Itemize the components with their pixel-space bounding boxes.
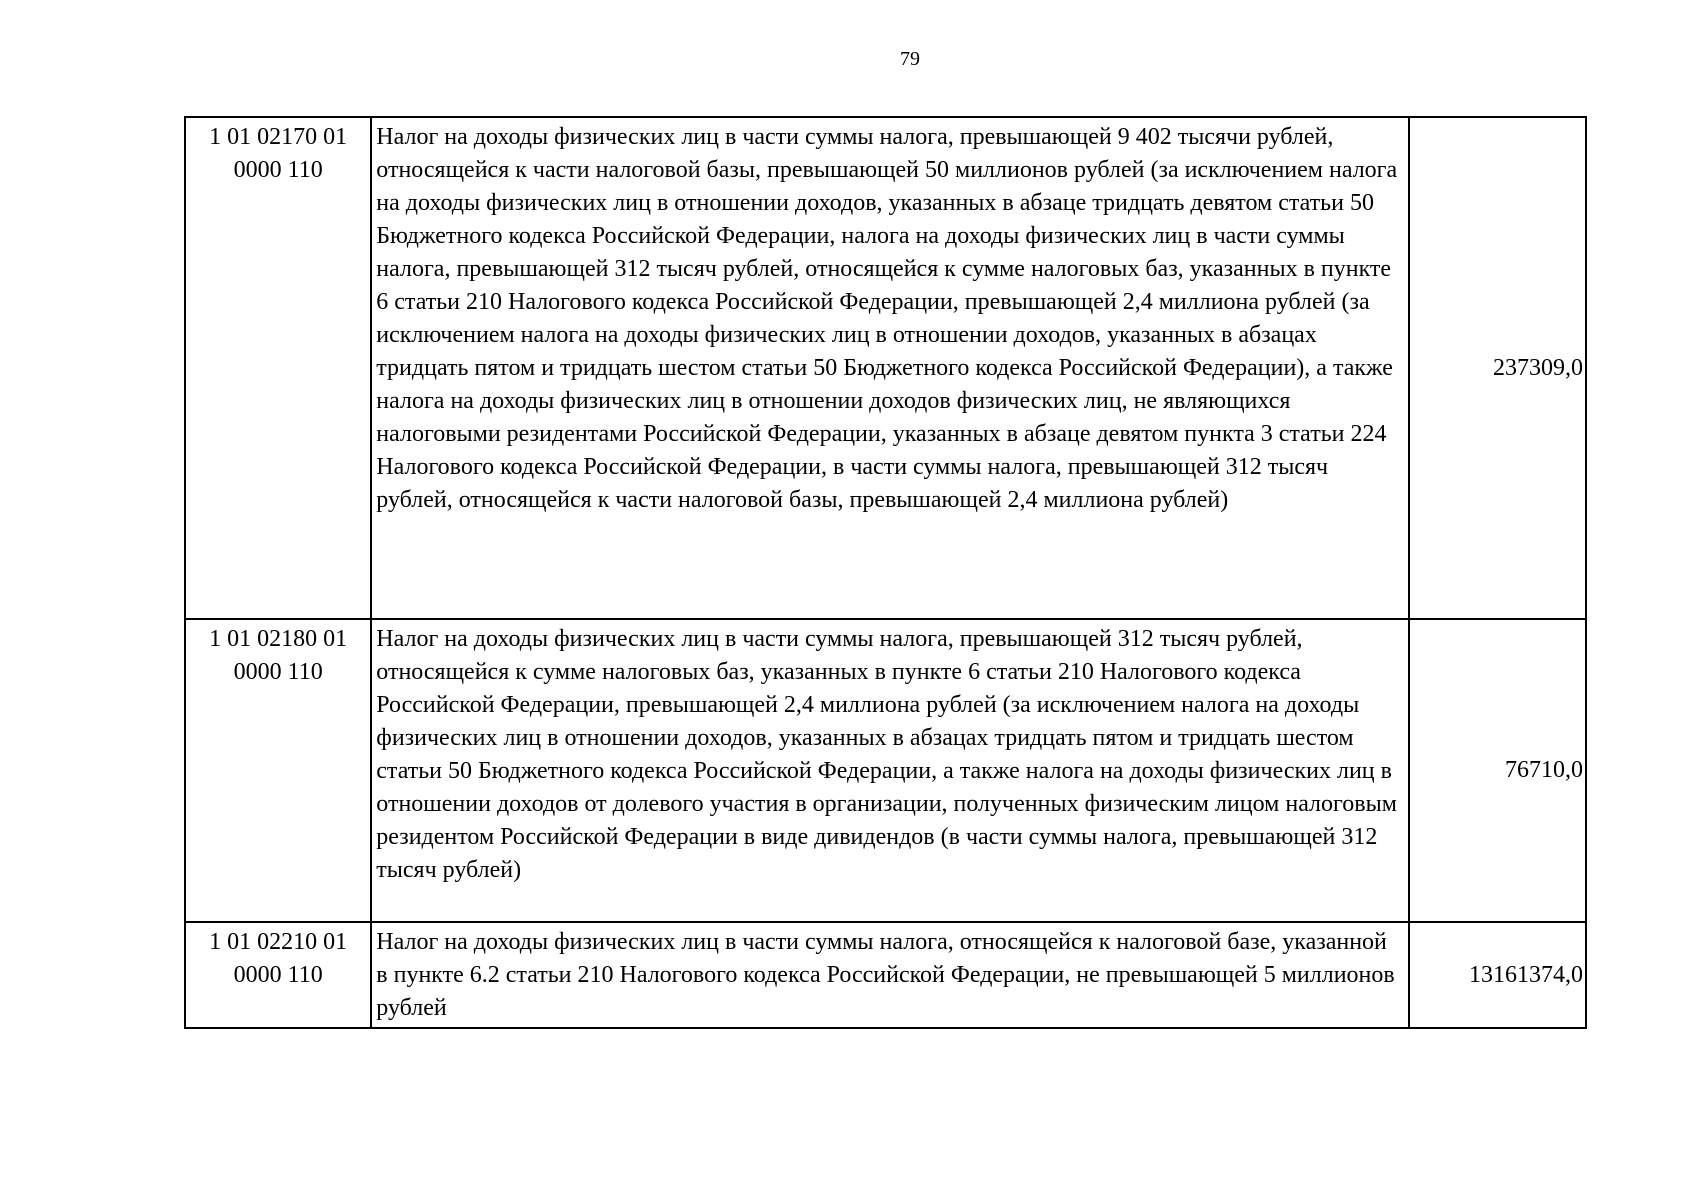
revenue-code-cell [185, 619, 371, 922]
page-number: 79 [900, 48, 920, 70]
revenue-code-cell [185, 117, 371, 619]
budget-revenue-table [184, 116, 1587, 1029]
revenue-amount-cell: 13161374,0 [1409, 922, 1586, 1028]
table-row [185, 117, 1586, 619]
revenue-name-cell: Налог на доходы физических лиц в части суммы налога, превышающей 9 402 тысячи рублей, относящейся к части налоговой базы, превышающей 50 миллионов рублей (за исключением налога на доходы физических лиц в отношении доходов, указанных в абзаце тридцать девятом статьи 50 Бюджетного кодекса Российской Федерации, налога на доходы физических лиц в части суммы налога, превышающей 312 тысяч рублей, относящейся к сумме налоговых баз, указанных в пункте 6 статьи 210 Налогового кодекса Российской Федерации, превышающей 2,4 миллиона рублей (за исключением налога на доходы физических лиц в отношении доходов, указанных в абзацах тридцать пятом и тридцать шестом статьи 50 Бюджетного кодекса Российской Федерации), а также налога на доходы физических лиц в отношении доходов физических лиц, не являющихся налоговыми резидентами Российской Федерации, указанных в абзаце девятом пункта 3 статьи 224 Налогового кодекса Российской Федерации, в части суммы налога, превышающей 312 тысяч рублей, относящейся к части налоговой базы, превышающей 2,4 миллиона рублей) [371, 117, 1408, 619]
revenue-code-line: 1 01 02170 01 [209, 124, 348, 150]
revenue-name-cell: Налог на доходы физических лиц в части суммы налога, превышающей 312 тысяч рублей, относящейся к сумме налоговых баз, указанных в пункте 6 статьи 210 Налогового кодекса Российской Федерации, превышающей 2,4 миллиона рублей (за исключением налога на доходы физических лиц в отношении доходов, указанных в абзацах тридцать пятом и тридцать шестом статьи 50 Бюджетного кодекса Российской Федерации, а также налога на доходы физических лиц в отношении доходов от долевого участия в организации, полученных физическим лицом налоговым резидентом Российской Федерации в виде дивидендов (в части суммы налога, превышающей 312 тысяч рублей) [371, 619, 1408, 922]
revenue-code-line: 0000 110 [233, 157, 323, 183]
revenue-code-line: 0000 110 [233, 962, 323, 988]
revenue-amount-cell: 76710,0 [1409, 619, 1586, 922]
table-row [185, 619, 1586, 922]
revenue-code-line: 1 01 02210 01 [209, 929, 348, 955]
revenue-amount-cell: 237309,0 [1409, 117, 1586, 619]
revenue-code-line: 0000 110 [233, 659, 323, 685]
revenue-code-line: 1 01 02180 01 [209, 626, 348, 652]
revenue-name-cell: Налог на доходы физических лиц в части суммы налога, относящейся к налоговой базе, указанной в пункте 6.2 статьи 210 Налогового кодекса Российской Федерации, не превышающей 5 миллионов рублей [371, 922, 1408, 1028]
revenue-code-cell [185, 922, 371, 1028]
table-row [185, 922, 1586, 1028]
